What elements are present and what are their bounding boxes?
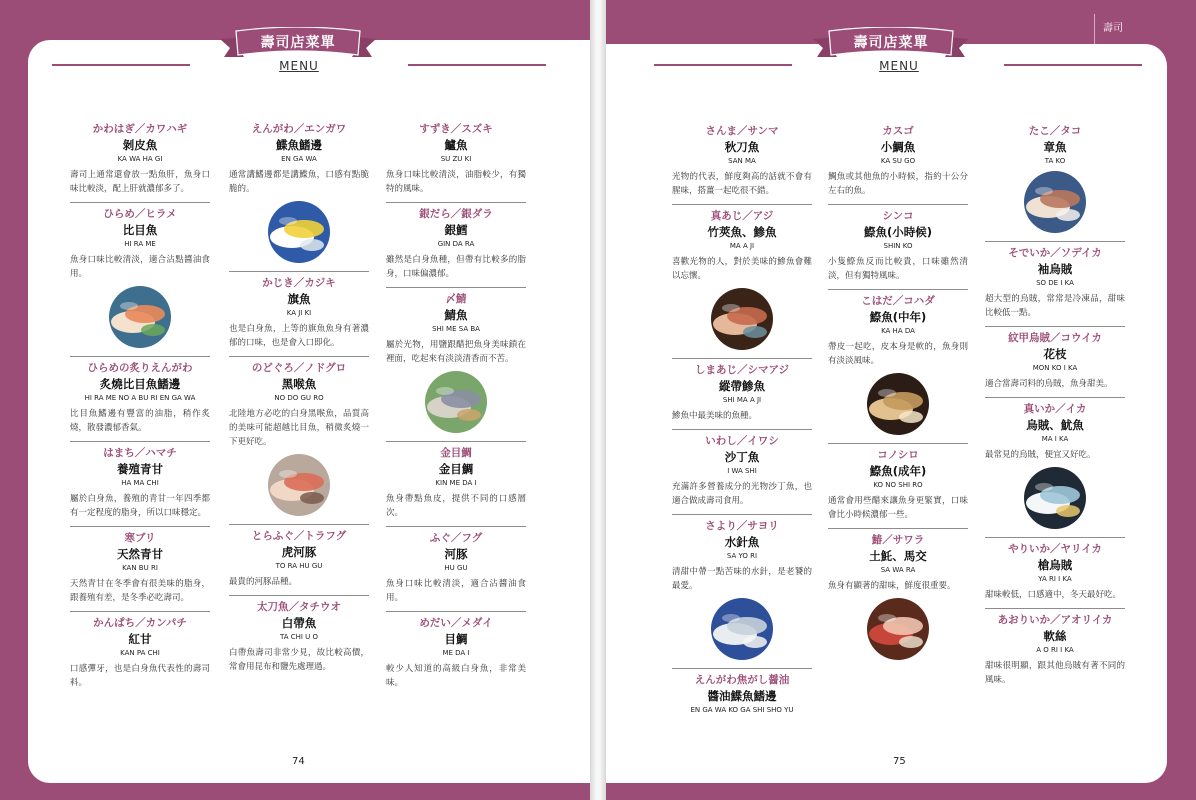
item-japanese-name: 紋甲烏賊／コウイカ xyxy=(1008,332,1102,344)
item-chinese-name: 軟絲 xyxy=(1043,629,1067,643)
sawara-photo xyxy=(867,598,929,660)
item-chinese-name: 鱸魚 xyxy=(444,138,468,152)
item-romaji: SHI MA A JI xyxy=(722,396,762,404)
item-japanese-name: すずき／スズキ xyxy=(419,123,493,135)
item-japanese-name: かわはぎ／カワハギ xyxy=(92,123,188,135)
item-chinese-name: 花枝 xyxy=(1043,347,1067,361)
book-gutter xyxy=(590,0,606,800)
menu-item xyxy=(672,429,812,514)
item-chinese-name: 比目魚 xyxy=(122,223,158,237)
item-japanese-name: シンコ xyxy=(882,210,914,222)
item-description: 雖然是白身魚種，但帶有比較多的脂身，口味偏濃郁。 xyxy=(386,255,526,279)
menu-item xyxy=(828,289,968,443)
item-japanese-name: のどぐろ／ノドグロ xyxy=(251,362,347,374)
item-japanese-name: えんがわ／エンガワ xyxy=(251,123,347,135)
item-description: 最貴的河豚品種。 xyxy=(229,577,298,587)
item-romaji: SO DE I KA xyxy=(1036,279,1074,287)
item-description: 超大型的烏賊，常常是冷凍品，甜味比較低一點。 xyxy=(985,294,1125,318)
item-chinese-name: 鰶魚(小時候) xyxy=(863,225,932,239)
item-description: 白帶魚壽司非常少見，故比較高價，常會用昆布和鹽先處理過。 xyxy=(229,648,369,672)
menu-item xyxy=(828,204,968,289)
item-description: 通常講鰭邊都是講鰈魚，口感有點脆脆的。 xyxy=(229,170,369,194)
item-romaji: ME DA I xyxy=(442,649,470,657)
left-page xyxy=(0,0,590,800)
item-japanese-name: ひらめの炙りえんがわ xyxy=(87,362,193,374)
chapter-tab: 壽司 xyxy=(1094,14,1196,44)
menu-item xyxy=(229,356,369,524)
item-romaji: I WA SHI xyxy=(727,467,757,475)
item-chinese-name: 炙燒比目魚鰭邊 xyxy=(99,377,181,391)
menu-item xyxy=(70,118,210,202)
item-chinese-name: 秋刀魚 xyxy=(724,140,760,154)
item-romaji: KA HA DA xyxy=(881,327,915,335)
item-description: 清甜中帶一點苦味的水針，是老饕的最愛。 xyxy=(672,567,812,591)
item-chinese-name: 沙丁魚 xyxy=(724,450,760,464)
item-chinese-name: 小鯛魚 xyxy=(880,140,916,154)
item-japanese-name: かんぱち／カンパチ xyxy=(93,617,187,629)
item-romaji: SHI ME SA BA xyxy=(432,325,480,333)
item-description: 通常會用些醋來讓魚身更緊實，口味會比小時候濃郁一些。 xyxy=(828,496,968,520)
item-japanese-name: ふぐ／フグ xyxy=(429,532,483,544)
item-chinese-name: 槍烏賊 xyxy=(1037,558,1073,572)
menu-item xyxy=(985,241,1125,326)
ribbon-title: 壽司店菜單 xyxy=(260,35,336,51)
item-chinese-name: 土魠、馬交 xyxy=(869,549,927,563)
item-romaji: HI RA ME NO A BU RI EN GA WA xyxy=(84,394,196,402)
item-romaji: HA MA CHI xyxy=(121,479,159,487)
engawa-nigiri-photo xyxy=(109,286,171,348)
item-romaji: KAN PA CHI xyxy=(120,649,160,657)
menu-item xyxy=(672,668,812,721)
item-japanese-name: 太刀魚／タチウオ xyxy=(257,601,341,613)
menu-item xyxy=(672,514,812,668)
item-romaji: YA RI I KA xyxy=(1038,575,1072,583)
item-romaji: KAN BU RI xyxy=(122,564,158,572)
menu-item xyxy=(386,526,526,611)
item-japanese-name: 真あじ／アジ xyxy=(710,210,774,222)
menu-column xyxy=(672,120,812,721)
kohada-photo xyxy=(867,373,929,435)
item-chinese-name: 黑喉魚 xyxy=(281,377,317,391)
item-description: 魚身有顯著的甜味，鮮度很重要。 xyxy=(828,581,956,591)
item-chinese-name: 縱帶鯵魚 xyxy=(719,379,765,393)
item-description: 口感彈牙，也是白身魚代表性的壽司料。 xyxy=(70,664,210,688)
menu-item xyxy=(672,120,812,204)
item-japanese-name: いわし／イワシ xyxy=(705,435,779,447)
menu-item xyxy=(985,120,1125,241)
item-romaji: NO DO GU RO xyxy=(274,394,324,402)
item-romaji: GIN DA RA xyxy=(437,240,475,248)
item-description: 屬於白身魚，養殖的青甘一年四季都有一定程度的脂身，所以口味穩定。 xyxy=(70,494,210,518)
item-romaji: KIN ME DA I xyxy=(435,479,477,487)
menu-item xyxy=(229,524,369,595)
item-romaji: TO RA HU GU xyxy=(275,562,323,570)
menu-label: MENU xyxy=(879,59,919,73)
page-number: 74 xyxy=(292,756,305,767)
item-chinese-name: 鰶魚(成年) xyxy=(869,464,927,478)
item-chinese-name: 白帶魚 xyxy=(281,616,317,630)
item-japanese-name: 銀だら／銀ダラ xyxy=(419,208,493,220)
item-japanese-name: かじき／カジキ xyxy=(262,277,336,289)
item-chinese-name: 天然青甘 xyxy=(117,547,163,561)
item-description: 帶皮一起吃，皮本身是軟的，魚身則有淡淡風味。 xyxy=(828,342,968,366)
item-romaji: TA KO xyxy=(1044,157,1066,165)
item-japanese-name: たこ／タコ xyxy=(1028,125,1082,137)
item-japanese-name: 鰆／サワラ xyxy=(871,534,925,546)
item-chinese-name: 鰈魚鰭邊 xyxy=(276,138,322,152)
header-rule-right xyxy=(408,64,546,66)
item-romaji: MON KO I KA xyxy=(1032,364,1078,372)
item-chinese-name: 烏賊、魷魚 xyxy=(1026,418,1084,432)
item-romaji: HI RA ME xyxy=(124,240,156,248)
item-romaji: SU ZU KI xyxy=(440,155,472,163)
item-chinese-name: 竹莢魚、鯵魚 xyxy=(707,225,777,239)
menu-item xyxy=(70,202,210,356)
item-romaji: EN GA WA KO GA SHI SHO YU xyxy=(690,706,794,714)
item-description: 甜味很明顯，跟其他烏賊有著不同的風味。 xyxy=(985,661,1125,685)
item-romaji: KA WA HA GI xyxy=(117,155,163,163)
menu-item xyxy=(229,118,369,271)
header-rule-left xyxy=(654,64,792,66)
menu-item xyxy=(70,611,210,696)
aji-photo xyxy=(711,288,773,350)
item-description: 天然青甘在冬季會有很美味的脂身，跟養殖有差，是冬季必吃壽司。 xyxy=(70,579,210,603)
menu-item xyxy=(386,202,526,287)
menu-item xyxy=(672,204,812,358)
item-chinese-name: 袖烏賊 xyxy=(1037,262,1073,276)
menu-item xyxy=(386,287,526,441)
menu-item xyxy=(985,397,1125,537)
item-chinese-name: 章魚 xyxy=(1043,140,1067,154)
item-japanese-name: さより／サヨリ xyxy=(705,520,779,532)
item-japanese-name: めだい／メダイ xyxy=(419,617,493,629)
item-japanese-name: しまあじ／シマアジ xyxy=(694,364,790,376)
menu-item xyxy=(672,358,812,429)
saba-photo xyxy=(425,371,487,433)
item-chinese-name: 水針魚 xyxy=(724,535,760,549)
menu-item xyxy=(386,441,526,526)
item-japanese-name: さんま／サンマ xyxy=(705,125,779,137)
ribbon-title: 壽司店菜單 xyxy=(853,35,929,51)
item-description: 甜味較低，口感適中，冬天最好吃。 xyxy=(985,590,1122,600)
item-chinese-name: 紅甘 xyxy=(128,632,152,646)
item-japanese-name: 真いか／イカ xyxy=(1023,403,1087,415)
item-japanese-name: 〆鯖 xyxy=(445,293,467,305)
item-description: 魚身口味比較清淡，油脂較少，有獨特的風味。 xyxy=(386,170,526,194)
item-romaji: KO NO SHI RO xyxy=(873,481,923,489)
item-japanese-name: はまち／ハマチ xyxy=(103,447,177,459)
item-description: 魚身帶點魚皮，提供不同的口感層次。 xyxy=(386,494,526,518)
item-japanese-name: コノシロ xyxy=(877,449,919,461)
menu-label: MENU xyxy=(279,59,319,73)
page-number: 75 xyxy=(893,756,906,767)
nodoguro-photo xyxy=(268,454,330,516)
item-chinese-name: 鰶魚(中年) xyxy=(869,310,927,324)
item-japanese-name: そでいか／ソデイカ xyxy=(1008,247,1102,259)
item-description: 北陸地方必吃的白身黑喉魚，品質高的美味可能超越比目魚，稍微炙燒一下更好吃。 xyxy=(229,409,369,447)
right-page xyxy=(606,0,1196,800)
item-description: 鯵魚中最美味的魚種。 xyxy=(672,411,758,421)
menu-item xyxy=(828,443,968,528)
item-description: 魚身口味比較清淡，適合沾點醬油食用。 xyxy=(70,255,210,279)
item-description: 屬於光物，用鹽跟醋把魚身美味鎖在裡面，吃起來有淡淡清香而不苦。 xyxy=(386,340,526,364)
item-description: 小隻鰶魚反而比較貴，口味雖然清淡，但有獨特風味。 xyxy=(828,257,968,281)
item-description: 最常見的烏賊，便宜又好吃。 xyxy=(985,450,1096,460)
menu-item xyxy=(386,611,526,696)
item-japanese-name: こはだ／コハダ xyxy=(861,295,935,307)
item-romaji: MA A JI xyxy=(729,242,755,250)
item-chinese-name: 銀鱈 xyxy=(444,223,468,237)
menu-item xyxy=(229,271,369,356)
item-japanese-name: えんがわ焦がし醤油 xyxy=(694,674,790,686)
item-chinese-name: 醬油鰈魚鰭邊 xyxy=(707,689,777,703)
item-japanese-name: 寒ブリ xyxy=(124,532,156,544)
item-romaji: SAN MA xyxy=(728,157,756,165)
item-description: 鯛魚或其他魚的小時候，指約十公分左右的魚。 xyxy=(828,172,968,196)
item-chinese-name: 旗魚 xyxy=(287,292,311,306)
item-japanese-name: 金目鯛 xyxy=(440,447,472,459)
item-japanese-name: とらふぐ／トラフグ xyxy=(251,530,347,542)
item-japanese-name: あおりいか／アオリイカ xyxy=(997,614,1113,626)
menu-item xyxy=(386,118,526,202)
item-description: 充滿許多營養成分的光物沙丁魚，也適合做成壽司食用。 xyxy=(672,482,812,506)
item-romaji: KA SU GO xyxy=(880,157,916,165)
item-description: 喜歡光物的人，對於美味的鯵魚會難以忘懷。 xyxy=(672,257,812,281)
menu-item xyxy=(828,120,968,204)
menu-item xyxy=(828,528,968,668)
item-japanese-name: カスゴ xyxy=(882,125,914,137)
ika-photo xyxy=(1024,467,1086,529)
tako-photo xyxy=(1024,171,1086,233)
item-chinese-name: 河豚 xyxy=(444,547,468,561)
menu-item xyxy=(985,537,1125,608)
menu-item xyxy=(70,356,210,441)
menu-item xyxy=(985,326,1125,397)
header-rule-left xyxy=(52,64,190,66)
menu-column xyxy=(828,120,968,668)
item-description: 較少人知道的高級白身魚，非常美味。 xyxy=(386,664,526,688)
menu-column xyxy=(386,118,526,696)
menu-column xyxy=(70,118,210,696)
item-description: 比目魚鰭邊有豐富的油脂，稍作炙燒，散發濃郁香氣。 xyxy=(70,409,210,433)
menu-item xyxy=(985,608,1125,693)
menu-item xyxy=(70,526,210,611)
item-romaji: SHIN KO xyxy=(883,242,913,250)
header-rule-right xyxy=(1004,64,1142,66)
item-romaji: HU GU xyxy=(444,564,468,572)
item-romaji: EN GA WA xyxy=(281,155,317,163)
sayori-photo xyxy=(711,598,773,660)
item-chinese-name: 虎河豚 xyxy=(281,545,317,559)
item-chinese-name: 剝皮魚 xyxy=(122,138,158,152)
menu-item xyxy=(70,441,210,526)
menu-item xyxy=(229,595,369,680)
item-romaji: SA WA RA xyxy=(880,566,916,574)
item-japanese-name: ひらめ／ヒラメ xyxy=(103,208,177,220)
item-romaji: SA YO RI xyxy=(726,552,758,560)
item-description: 光物的代表，鮮度夠高的話就不會有腥味，搭薑一起吃很不錯。 xyxy=(672,172,812,196)
menu-column xyxy=(985,120,1125,693)
item-romaji: MA I KA xyxy=(1041,435,1069,443)
item-chinese-name: 目鯛 xyxy=(444,632,468,646)
item-chinese-name: 金目鯛 xyxy=(438,462,474,476)
lemon-fish-photo xyxy=(268,201,330,263)
item-description: 適合當壽司料的烏賊，魚身甜美。 xyxy=(985,379,1113,389)
menu-column xyxy=(229,118,369,680)
item-japanese-name: やりいか／ヤリイカ xyxy=(1008,543,1102,555)
item-description: 壽司上通常還會放一點魚肝，魚身口味比較淡，配上肝就濃郁多了。 xyxy=(70,170,210,194)
item-romaji: TA CHI U O xyxy=(279,633,319,641)
item-description: 也是白身魚，上等的旗魚魚身有著濃郁的口味，也是會入口即化。 xyxy=(229,324,369,348)
item-romaji: A O RI I KA xyxy=(1036,646,1074,654)
item-description: 魚身口味比較清淡，適合沾醬油食用。 xyxy=(386,579,526,603)
item-chinese-name: 鯖魚 xyxy=(444,308,468,322)
item-chinese-name: 養殖青甘 xyxy=(117,462,163,476)
item-romaji: KA JI KI xyxy=(286,309,312,317)
